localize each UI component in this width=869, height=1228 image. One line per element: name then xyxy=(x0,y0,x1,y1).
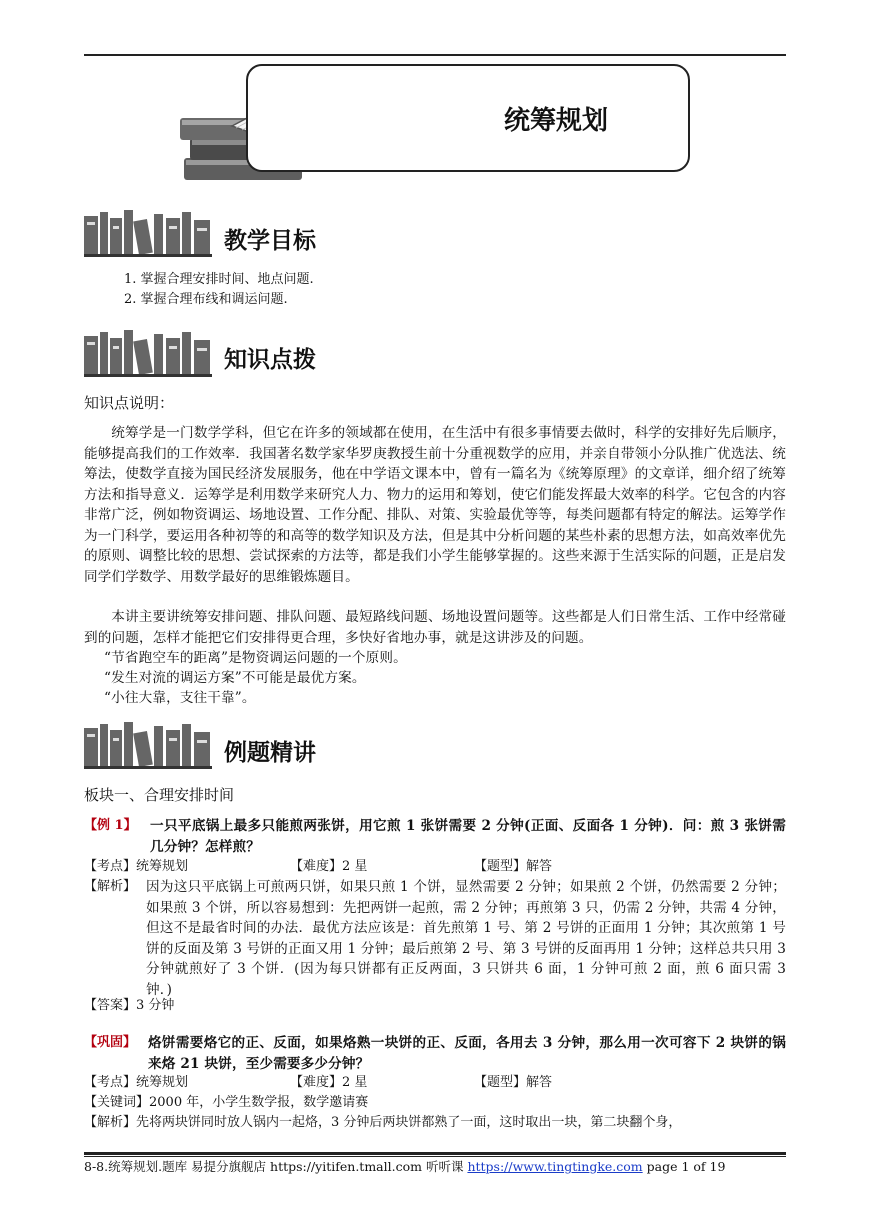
section-books-icon xyxy=(84,720,214,770)
knowledge-subtitle: 知识点说明： xyxy=(84,394,175,412)
quote-line: “发生对流的调运方案”不可能是最优方案。 xyxy=(104,670,366,686)
jiexi-text: 【解析】先将两块饼同时放人锅内一起烙，3 分钟后两块饼都熟了一面，这时取出一块，第二块翻个身， xyxy=(84,1115,682,1130)
knowledge-paragraph: 统筹学是一门数学学科，但它在许多的领域都在使用，在生活中有很多事情要去做时，科学的安排好先后顺序，能够提高我们的工作效率．我国著名数学家华罗庚教授生前十分重视数学的应用，并亲自带领小分队推广优选法、统筹法，使数学直接为国民经济发展服务，他在中学语文课本中，曾有一篇名为《统筹原理》的文章详，细介绍了统筹方法和指导意义．运筹学是利用数学来研究人力、物力的运用和筹划，使它们能发挥最大效率的科学。它包含的内容非常广泛，例如物资调运、场地设置、工作分配、排队、对策、实验最优等等，每类问题都有特定的解法。运筹学作为一门科学，要运用各种初等的和高等的数学知识及方法，但是其中分析问题的某些朴素的思想方法，如高效率优先的原则、调整比较的思想、尝试探索的方法等，都是我们小学生能够掌握的。这些来源于生活实际的问题，正是启发同学们学数学、用数学最好的思维锻炼题目。 xyxy=(84,425,786,585)
section-heading-knowledge: 知识点拨 xyxy=(224,347,316,373)
kaodian: 【考点】统筹规划 xyxy=(84,859,189,874)
page-number: page 1 of 19 xyxy=(642,1159,726,1174)
quote-line: “小往大靠，支往干靠”。 xyxy=(104,690,256,706)
jiexi-text: 因为这只平底锅上可煎两只饼，如果只煎 1 个饼，显然需要 2 分钟；如果煎 2 个饼，仍然需要 2 分钟；如果煎 3 个饼，所以容易想到：先把两饼一起煎，需 2 分钟；再煎第 3 只，仍需 2 分钟，共需 4 分钟，但这不是最省时间的办法．最优方法应该是：首先煎第 1 号、第 2 号饼的正面用 1 分钟；其次煎第 1 号饼的反面及第 3 号饼的正面又用 1 分钟；最后煎第 2 号、第 3 号饼的反面再用 1 分钟；这样总共只用 3 分钟就煎好了 3 个饼．(因为每只饼都有正反两面，3 只饼共 6 面，1 分钟可煎 2 面，煎 6 面只需 3 钟．) xyxy=(146,879,786,998)
consolidate-tag: 【巩固】 xyxy=(84,1035,137,1050)
section-heading-examples: 例题精讲 xyxy=(224,740,316,766)
example-question: 一只平底锅上最多只能煎两张饼，用它煎 1 张饼需要 2 分钟(正面、反面各 1 分钟)．问：煎 3 张饼需几分钟？怎样煎？ xyxy=(150,818,786,855)
consolidate-question: 烙饼需要烙它的正、反面，如果烙熟一块饼的正、反面，各用去 3 分钟，那么用一次可容下 2 块饼的锅来烙 21 块饼，至少需要多少分钟？ xyxy=(148,1035,786,1072)
header-rule xyxy=(84,54,786,56)
footer-rule xyxy=(84,1152,786,1155)
block-title: 板块一、合理安排时间 xyxy=(84,786,235,804)
page-title: 统筹规划 xyxy=(503,106,608,136)
footer-text: 8-8.统筹规划.题库 易提分旗舰店 https://yitifen.tmall.com 听听课 xyxy=(84,1159,468,1174)
quote-line: “节省跑空车的距离”是物资调运问题的一个原则。 xyxy=(104,650,407,666)
example-tag: 【例 1】 xyxy=(84,818,137,833)
goal-item: 2. 掌握合理布线和调运问题. xyxy=(124,292,288,307)
jiexi-label: 【解析】 xyxy=(84,879,137,894)
knowledge-paragraph: 本讲主要讲统筹安排问题、排队问题、最短路线问题、场地设置问题等。这些都是人们日常生活、工作中经常碰到的问题，怎样才能把它们安排得更合理，多快好省地办事，就是这讲涉及的问题。 xyxy=(84,609,786,646)
nandu: 【难度】2 星 xyxy=(290,1075,368,1090)
keyword: 【关键词】2000 年，小学生数学报，数学邀请赛 xyxy=(84,1095,369,1110)
nandu: 【难度】2 星 xyxy=(290,859,368,874)
section-heading-goals: 教学目标 xyxy=(224,228,316,254)
tixing: 【题型】解答 xyxy=(474,859,553,874)
kaodian: 【考点】统筹规划 xyxy=(84,1075,189,1090)
section-books-icon xyxy=(84,328,214,378)
goal-item: 1. 掌握合理安排时间、地点问题. xyxy=(124,272,314,287)
section-books-icon xyxy=(84,208,214,258)
footer xyxy=(84,1157,725,1175)
answer: 【答案】3 分钟 xyxy=(84,998,175,1013)
tixing: 【题型】解答 xyxy=(474,1075,553,1090)
footer-link[interactable]: https://www.tingtingke.com xyxy=(467,1159,643,1174)
